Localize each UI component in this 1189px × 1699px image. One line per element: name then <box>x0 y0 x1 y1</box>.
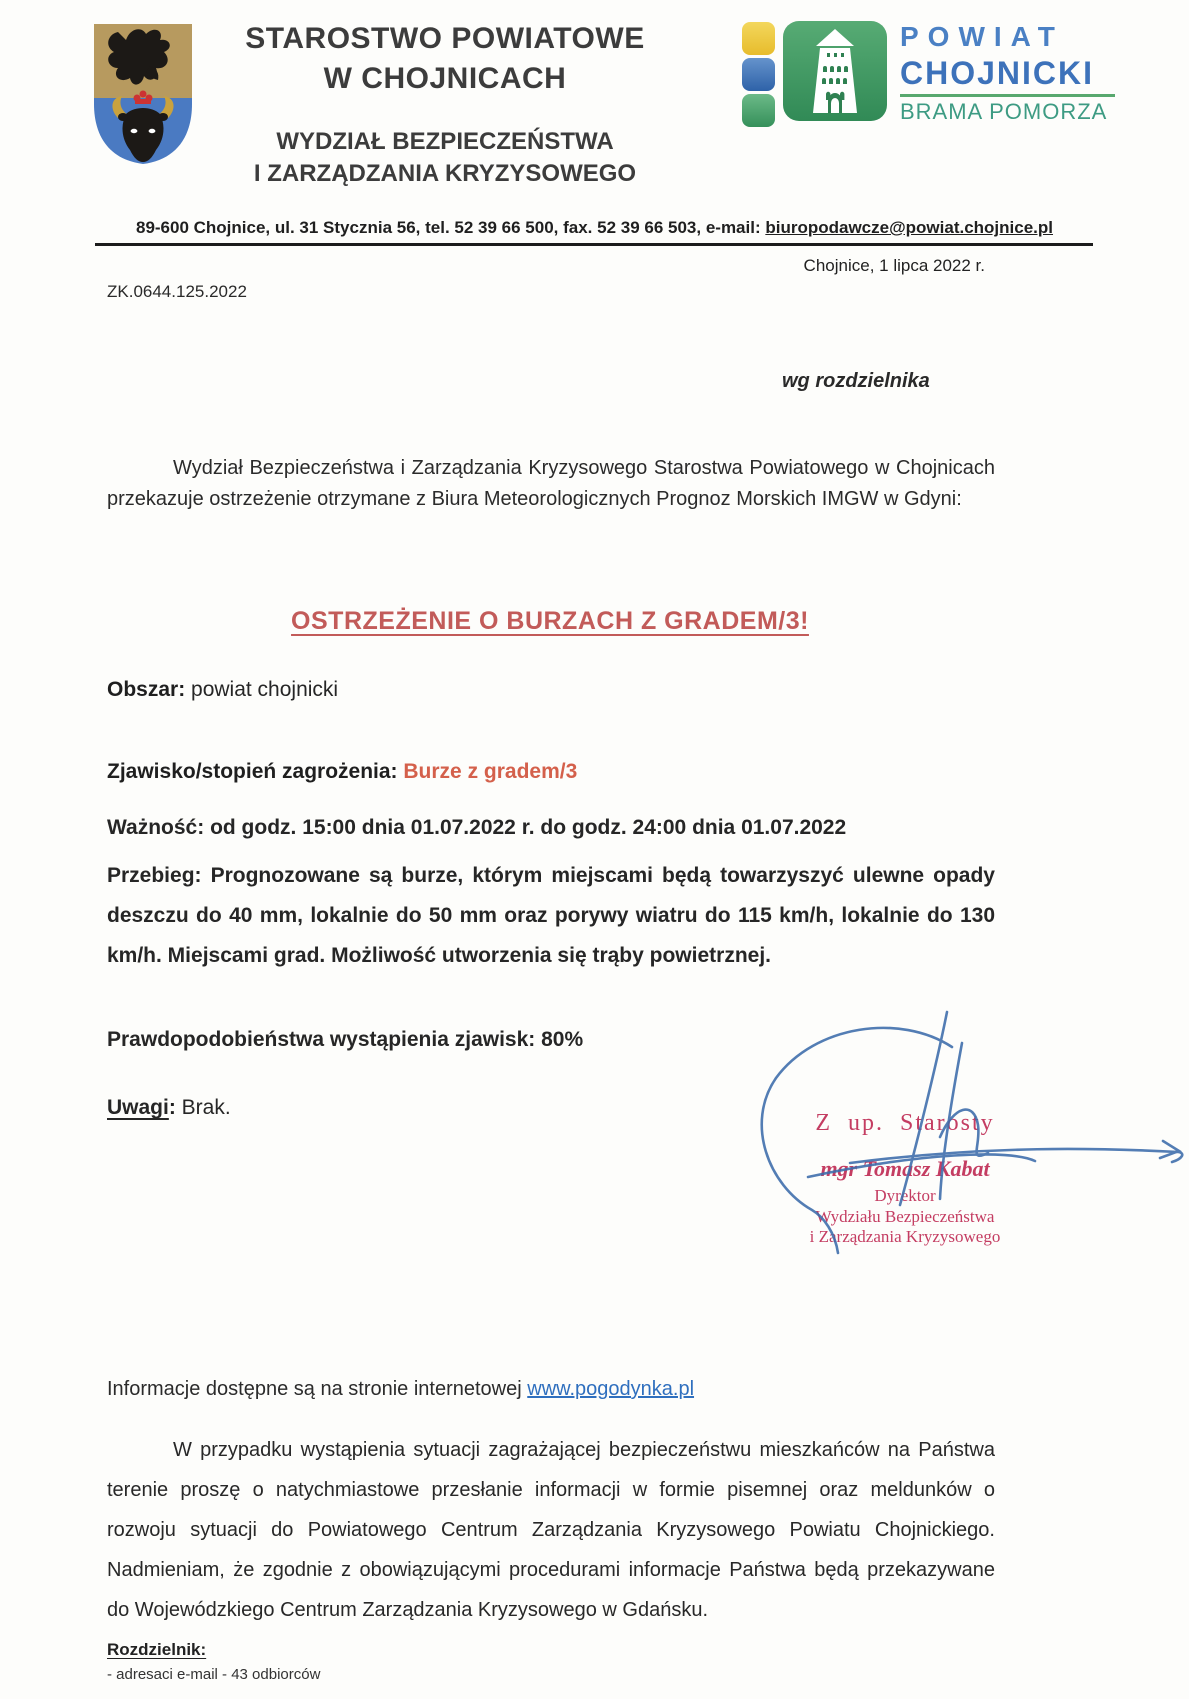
office-name-line1: STAROSTWO POWIATOWE <box>245 22 645 55</box>
place-date: Chojnice, 1 lipca 2022 r. <box>803 256 985 275</box>
logo-divider <box>900 94 1115 97</box>
contact-email-link[interactable]: biuropodawcze@powiat.chojnice.pl <box>765 218 1053 237</box>
distribution-label: Rozdzielnik: <box>107 1640 207 1659</box>
distribution-detail: - adresaci e-mail - 43 odbiorców <box>107 1666 321 1683</box>
logo-title: POWIAT <box>900 21 1064 52</box>
letterhead-office-block <box>235 20 655 190</box>
probability-value: : 80% <box>528 1028 584 1051</box>
stamp-name: mgr Tomasz Kabat <box>820 1156 990 1181</box>
info-text: Informacje dostępne są na stronie internetowej <box>107 1378 528 1400</box>
remarks-colon: : <box>168 1096 176 1119</box>
stamp-authority: Z up. Starosty <box>815 1110 995 1136</box>
stamp-department-line2: i Zarządzania Kryzysowego <box>809 1227 1001 1246</box>
area-value: powiat chojnicki <box>185 678 339 701</box>
warning-title: OSTRZEŻENIE O BURZACH Z GRADEM/3! <box>291 607 809 635</box>
validity-value: od godz. 15:00 dnia 01.07.2022 r. do godz. 24:00 dnia 01.07.2022 <box>204 816 847 839</box>
stamp-position: Dyrektor <box>874 1186 936 1205</box>
phenomenon-label: Zjawisko/stopień zagrożenia: <box>107 760 404 783</box>
intro-paragraph: Wydział Bezpieczeństwa i Zarządzania Kryzysowego Starostwa Powiatowego w Chojnicach przekazuje ostrzeżenie otrzymane z Biura Meteorologicznych Prognoz Morskich IMGW w Gdyni: <box>107 457 995 510</box>
remarks-value: Brak. <box>175 1096 231 1119</box>
stamp-department-line1: Wydziału Bezpieczeństwa <box>815 1207 995 1226</box>
probability-line <box>107 1028 583 1052</box>
info-line <box>107 1378 694 1401</box>
case-number: ZK.0644.125.2022 <box>107 282 247 301</box>
logo-tagline: BRAMA POMORZA <box>900 99 1108 124</box>
department-line1: WYDZIAŁ BEZPIECZEŃSTWA <box>276 128 614 155</box>
validity-label: Ważność: <box>107 816 205 839</box>
logo-subtitle: CHOJNICKI <box>900 55 1095 91</box>
phenomenon-value: Burze z gradem/3 <box>403 760 578 783</box>
signature-stamp-block <box>700 1108 1110 1247</box>
course-paragraph <box>107 856 995 976</box>
coat-of-arms-icon <box>88 18 198 170</box>
closing-paragraph: W przypadku wystąpienia sytuacji zagrażającej bezpieczeństwu mieszkańców na Państwa terenie proszę o natychmiastowe przesłanie informacji w formie pisemnej oraz meldunków o rozwoju sytuacji do Powiatowego Centrum Zarządzania Kryzysowego Powiatu Chojnickiego. Nadmieniam, że zgodnie z obowiązującymi procedurami informacje Państwa będą przekazywane do Wojewódzkiego Centrum Zarządzania Kryzysowego w Gdańsku. <box>107 1439 995 1621</box>
logo-green-square <box>742 94 775 127</box>
validity-line <box>107 816 846 840</box>
tower-logo-icon <box>782 20 888 122</box>
area-line <box>107 678 338 702</box>
office-name-line2: W CHOJNICACH <box>323 62 567 95</box>
course-label: Przebieg: <box>107 864 211 887</box>
contact-address: 89-600 Chojnice, ul. 31 Stycznia 56, tel. 52 39 66 500, fax. 52 39 66 503, e-mail: <box>135 218 766 237</box>
course-text: Prognozowane są burze, którym miejscami będą towarzyszyć ulewne opady deszczu do 40 mm, lokalnie do 50 mm oraz porywy wiatru do 115 km/h, lokalnie do 130 km/h. Miejscami grad. Możliwość utworzenia się trąby powietrznej. <box>107 864 995 967</box>
contact-line <box>0 218 1189 238</box>
department-line2: I ZARZĄDZANIA KRYZYSOWEGO <box>253 160 637 187</box>
remarks-line <box>107 1096 231 1120</box>
probability-label: Prawdopodobieństwa wystąpienia zjawisk <box>107 1028 529 1051</box>
logo-blue-square <box>742 58 775 91</box>
logo-wordmark <box>900 20 1130 125</box>
header-rule <box>95 243 1093 246</box>
logo-yellow-square <box>742 22 775 55</box>
addressee-note: wg rozdzielnika <box>782 370 930 392</box>
remarks-label: Uwagi <box>107 1096 169 1119</box>
area-label: Obszar: <box>107 678 186 701</box>
logo-color-squares <box>742 22 775 130</box>
pogodynka-link[interactable]: www.pogodynka.pl <box>527 1378 695 1400</box>
phenomenon-line <box>107 760 577 784</box>
